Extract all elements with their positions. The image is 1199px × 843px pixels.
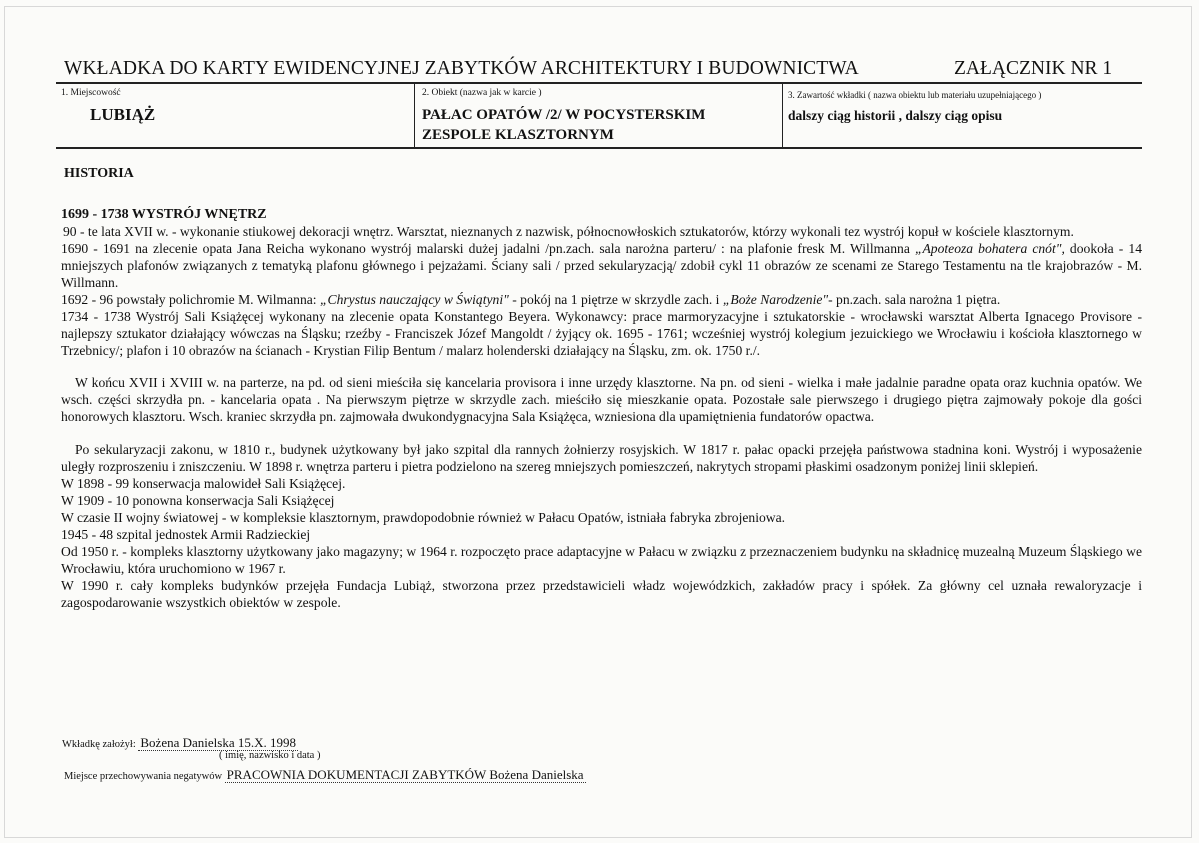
author-label: Wkładkę założył: bbox=[62, 739, 136, 750]
history-body bbox=[61, 206, 1142, 611]
content-label: 3. Zawartość wkładki ( nazwa obiektu lub materiału uzupełniającego ) bbox=[788, 90, 1042, 100]
paragraph: 1734 - 1738 Wystrój Sali Książęcej wykonany na zlecenie opata Konstantego Beyera. Wykonawcy: prace marmoryzacyjne i sztukatorskie - wrocławski warsztat Alberta Ignacego Provisore - najlepszy sztukator działający wówczas na Śląsku; rzeźby - Franciszek Józef Mangoldt / żyjący ok. 1695 - 1761; wcześniej wystrój kolegium jezuickiego we Wrocławiu i kościoła klasztornego w Trzebnicy/; plafon i 10 obrazów na ścianach - Krystian Filip Bentum / malarz holenderski działający na Śląsku, zm. ok. 1750 r./. bbox=[61, 309, 1142, 358]
negatives-line bbox=[64, 767, 586, 783]
history-heading: HISTORIA bbox=[64, 166, 134, 181]
annex-number: ZAŁĄCZNIK NR 1 bbox=[954, 58, 1113, 79]
author-line bbox=[62, 735, 298, 751]
paragraph: 1692 - 96 powstały polichromie M. Wilmanna: „Chrystus nauczający w Świątyni" - pokój na 1 piętrze w skrzydle zach. i „Boże Narodzenie"- pn.zach. sala narożna 1 piętra. bbox=[61, 292, 1001, 307]
paragraph: W czasie II wojny światowej - w kompleksie klasztornym, prawdopodobnie również w Pałacu Opatów, istniała fabryka zbrojeniowa. bbox=[61, 510, 786, 525]
author-value: Bożena Danielska 15.X. 1998 bbox=[140, 735, 296, 750]
paragraph: W 1990 r. cały kompleks budynków przejęła Fundacja Lubiąż, stworzona przez przedstawicieli władz wojewódzkich, zakładów pracy i spółek. Za główny cel uznała rewaloryzacje i zagospodarowanie wszystkich obiektów w zespole. bbox=[61, 578, 1142, 610]
object-label: 2. Obiekt (nazwa jak w karcie ) bbox=[422, 88, 542, 98]
paragraph: 1945 - 48 szpital jednostek Armii Radzieckiej bbox=[61, 527, 311, 542]
paragraph: Od 1950 r. - kompleks klasztorny użytkowany jako magazyny; w 1964 r. rozpoczęto prace adaptacyjne w Pałacu w związku z przeznaczeniem budynku na składnicę muzealną Muzeum Śląskiego we Wrocławiu, która uruchomiono w 1967 r. bbox=[61, 544, 1142, 576]
content-value: dalszy ciąg historii , dalszy ciąg opisu bbox=[788, 108, 1003, 123]
paragraph: W 1909 - 10 ponowna konserwacja Sali Książęcej bbox=[61, 493, 335, 508]
place-value: LUBIĄŻ bbox=[90, 105, 156, 124]
section-title: 1699 - 1738 WYSTRÓJ WNĘTRZ bbox=[61, 207, 267, 222]
paragraph: W 1898 - 99 konserwacja malowideł Sali Książęcej. bbox=[61, 476, 346, 491]
paragraph: W końcu XVII i XVIII w. na parterze, na pd. od sieni mieściła się kancelaria provisora i inne urzędy klasztorne. Na pn. od sieni - wielka i małe jadalnie paradne opata oraz kuchnia opatów. We wsch. części skrzydła pn. - kancelaria opata . Na pierwszym piętrze w skrzydle zach. mieściło się mieszkanie opata. Pozostałe sale pierwszego i drugiego piętra zajmowały pokoje dla gości honorowych klasztoru. Wsch. kraniec skrzydła pn. zajmowała dwukondygnacyjna Sala Książęca, wzniesiona dla upamiętnienia fundatorów opactwa. bbox=[61, 375, 1142, 424]
title-row bbox=[60, 58, 1140, 82]
object-value-line2: ZESPOLE KLASZTORNYM bbox=[422, 127, 614, 143]
column-divider bbox=[414, 84, 415, 148]
column-divider bbox=[782, 84, 783, 148]
document-title: WKŁADKA DO KARTY EWIDENCYJNEJ ZABYTKÓW ARCHITEKTURY I BUDOWNICTWA bbox=[64, 58, 859, 79]
place-label: 1. Miejscowość bbox=[61, 88, 121, 98]
negatives-label: Miejsce przechowywania negatywów bbox=[64, 771, 223, 782]
paragraph: 90 - te lata XVII w. - wykonanie stiukowej dekoracji wnętrz. Warsztat, nieznanych z nazwisk, północnowłoskich sztukatorów, którzy wykonali tez wystrój kopuł w kościele klasztornym. bbox=[63, 224, 1074, 239]
paragraph: 1690 - 1691 na zlecenie opata Jana Reicha wykonano wystrój malarski dużej jadalni /pn.zach. sala narożna parteru/ : na plafonie fresk M. Willmanna „Apoteoza bohatera cnót", dookoła - 14 mniejszych plafonów związanych z tematyką plafonu głównego i pejzażami. Ściany sali / przed sekularyzacją/ zdobił cykl 11 obrazów ze scenami ze Starego Testamentu na tle krajobrazów - M. Willmann. bbox=[61, 241, 1142, 290]
paragraph: Po sekularyzacji zakonu, w 1810 r., budynek użytkowany był jako szpital dla rannych żołnierzy rosyjskich. W 1817 r. pałac opacki przejęła państwowa stadnina koni. Wystrój i wyposażenie uległy rozproszeniu i zniszczeniu. W 1898 r. wnętrza parteru i pietra podzielono na szereg mniejszych pomieszczeń, nakrytych stropami płaskimi osadzonym poniżej linii sklepień. bbox=[61, 442, 1142, 474]
object-value-line1: PAŁAC OPATÓW /2/ W POCYSTERSKIM bbox=[422, 107, 706, 123]
negatives-value: PRACOWNIA DOKUMENTACJI ZABYTKÓW Bożena Danielska bbox=[226, 767, 584, 782]
author-sub-label: ( imię, nazwisko i data ) bbox=[219, 750, 321, 761]
